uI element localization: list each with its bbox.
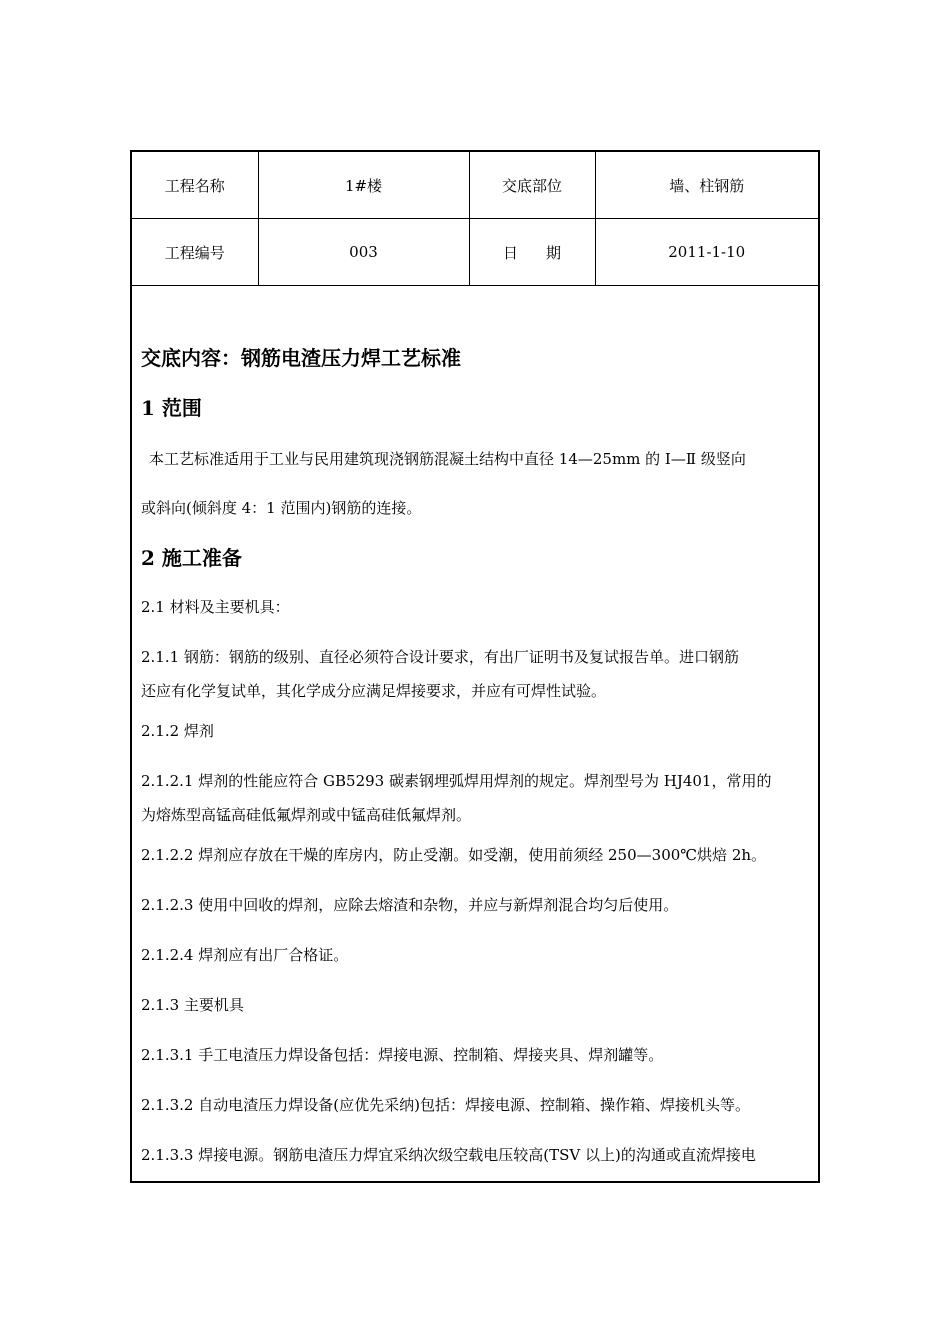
para-2-1-2-1-b: 为熔炼型高锰高硅低氟焊剂或中锰高硅低氟焊剂。 [141,806,472,824]
location-value: 墙、柱钢筋 [595,152,818,219]
project-name-label: 工程名称 [132,152,258,219]
content-title: 交底内容：钢筋电渣压力焊工艺标准 [141,346,461,370]
project-no-value: 003 [258,219,469,286]
section-2-heading: 2 施工准备 [141,546,242,570]
para-2-1-3-1: 2.1.3.1 手工电渣压力焊设备包括：焊接电源、控制箱、焊接夹具、焊剂罐等。 [141,1046,664,1064]
para-2-1-2: 2.1.2 焊剂 [141,722,214,740]
para-2-1: 2.1 材料及主要机具： [141,598,290,616]
para-2-1-2-1-a: 2.1.2.1 焊剂的性能应符合 GB5293 碳素钢埋弧焊用焊剂的规定。焊剂型号为 HJ401，常用的 [141,772,772,790]
header-table [132,152,818,286]
date-label: 日期 [469,219,595,286]
header-row-2 [132,219,818,286]
para-2-1-2-4: 2.1.2.4 焊剂应有出厂合格证。 [141,946,349,964]
para-2-1-3: 2.1.3 主要机具 [141,996,244,1014]
sec1-line-2: 或斜向(倾斜度 4：1 范围内)钢筋的连接。 [141,499,422,517]
para-2-1-3-2: 2.1.3.2 自动电渣压力焊设备(应优先采纳)包括：焊接电源、控制箱、操作箱、焊接机头等。 [141,1096,750,1114]
header-row-1 [132,152,818,219]
date-value: 2011-1-10 [595,219,818,286]
section-1-heading: 1 范围 [141,396,202,420]
project-no-label: 工程编号 [132,219,258,286]
para-2-1-2-3: 2.1.2.3 使用中回收的焊剂，应除去熔渣和杂物，并应与新焊剂混合均匀后使用。 [141,896,679,914]
project-name-value: 1#楼 [258,152,469,219]
para-2-1-1-b: 还应有化学复试单，其化学成分应满足焊接要求，并应有可焊性试验。 [141,682,607,700]
para-2-1-2-2: 2.1.2.2 焊剂应存放在干燥的库房内，防止受潮。如受潮，使用前须经 250—300℃烘焙 2h。 [141,846,767,864]
para-2-1-3-3: 2.1.3.3 焊接电源。钢筋电渣压力焊宜采纳次级空载电压较高(TSV 以上)的沟通或直流焊接电 [141,1146,756,1164]
document-frame [130,150,820,1183]
sec1-line-1: 本工艺标准适用于工业与民用建筑现浇钢筋混凝土结构中直径 14—25mm 的 I—Ⅱ 级竖向 [149,450,746,468]
location-label: 交底部位 [469,152,595,219]
para-2-1-1-a: 2.1.1 钢筋：钢筋的级别、直径必须符合设计要求，有出厂证明书及复试报告单。进口钢筋 [141,648,739,666]
